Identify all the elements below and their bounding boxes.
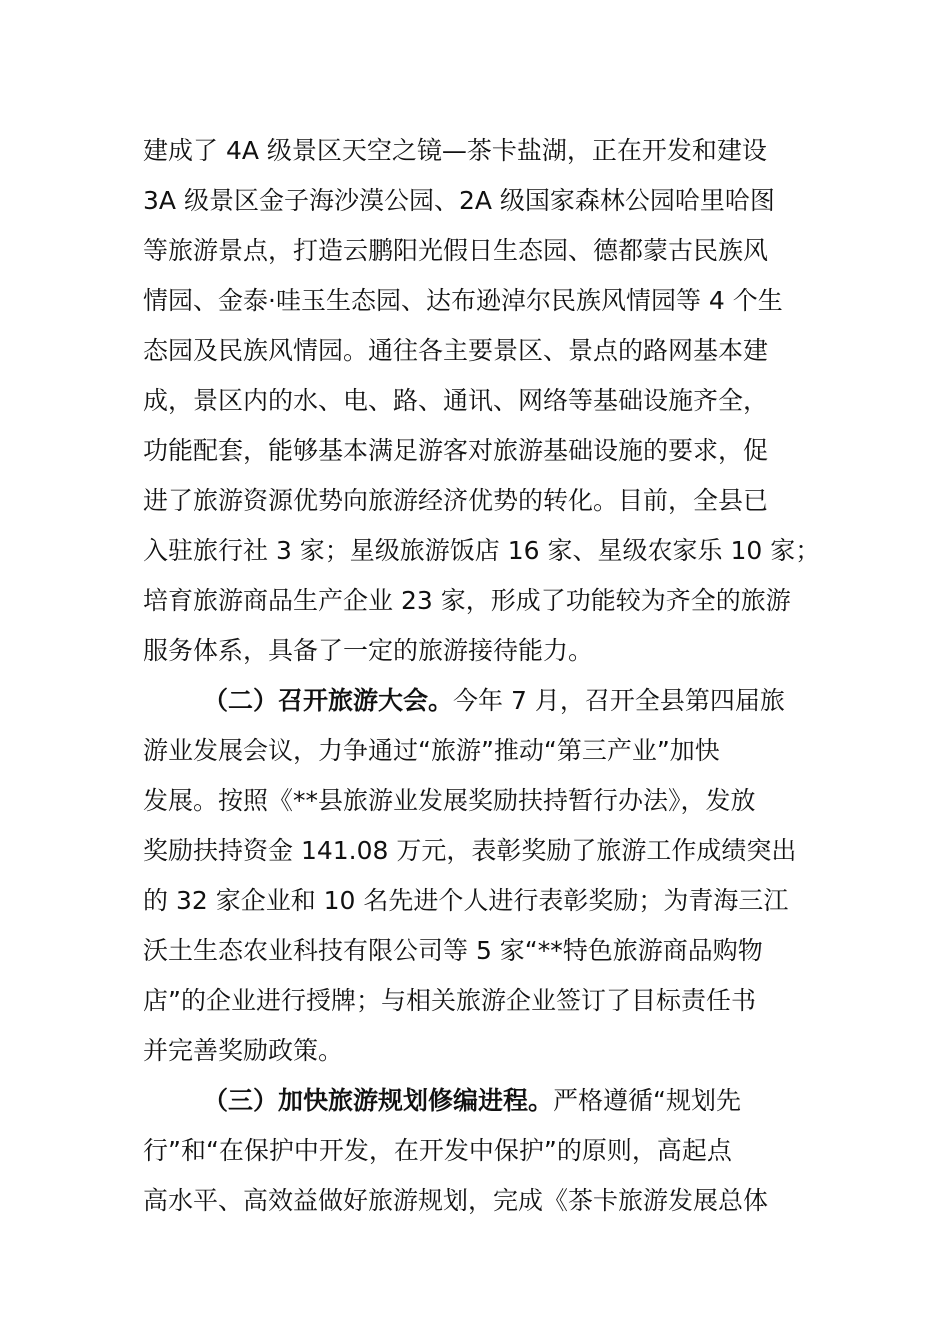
- text-line: 高水平、高效益做好旅游规划，完成《茶卡旅游发展总体: [143, 1186, 769, 1215]
- text-line: 3A 级景区金子海沙漠公园、2A 级国家森林公园哈里哈图: [143, 186, 775, 215]
- text-line: 并完善奖励政策。: [143, 1036, 344, 1065]
- text-line: 建成了 4A 级景区天空之镜—茶卡盐湖，正在开发和建设: [143, 136, 767, 165]
- paragraph-first-line: [143, 1076, 823, 1126]
- text-line: 店”的企业进行授牌；与相关旅游企业签订了目标责任书: [143, 986, 756, 1015]
- document-body: [143, 126, 823, 1226]
- text-line: 成，景区内的水、电、路、通讯、网络等基础设施齐全，: [143, 386, 769, 415]
- paragraph-2: [143, 676, 823, 1076]
- section-heading: （三）加快旅游规划修编进程。: [203, 1086, 554, 1115]
- text-line: 奖励扶持资金 141.08 万元，表彰奖励了旅游工作成绩突出: [143, 836, 797, 865]
- text-line: 游业发展会议，力争通过“旅游”推动“第三产业”加快: [143, 736, 720, 765]
- text-line: 态园及民族风情园。通往各主要景区、景点的路网基本建: [143, 336, 769, 365]
- paragraph-1: [143, 126, 823, 676]
- text-span: 今年 7 月，召开全县第四届旅: [453, 686, 785, 715]
- text-line: 进了旅游资源优势向旅游经济优势的转化。目前，全县已: [143, 486, 769, 515]
- text-line: 发展。按照《**县旅游业发展奖励扶持暂行办法》，发放: [143, 786, 756, 815]
- paragraph-first-line: [143, 676, 823, 726]
- text-line: 培育旅游商品生产企业 23 家，形成了功能较为齐全的旅游: [143, 586, 791, 615]
- text-line: 等旅游景点，打造云鹏阳光假日生态园、德都蒙古民族风: [143, 236, 769, 265]
- text-line: 沃土生态农业科技有限公司等 5 家“**特色旅游商品购物: [143, 936, 763, 965]
- text-line: 入驻旅行社 3 家；星级旅游饭店 16 家、星级农家乐 10 家；: [143, 536, 821, 565]
- text-line: 行”和“在保护中开发，在开发中保护”的原则，高起点: [143, 1136, 732, 1165]
- text-line: 情园、金泰·哇玉生态园、达布逊淖尔民族风情园等 4 个生: [143, 286, 783, 315]
- text-line: 服务体系，具备了一定的旅游接待能力。: [143, 636, 594, 665]
- paragraph-3: [143, 1076, 823, 1226]
- section-heading: （二）召开旅游大会。: [203, 686, 454, 715]
- text-span: 严格遵循“规划先: [553, 1086, 741, 1115]
- text-line: 功能配套，能够基本满足游客对旅游基础设施的要求，促: [143, 436, 769, 465]
- text-line: 的 32 家企业和 10 名先进个人进行表彰奖励；为青海三江: [143, 886, 789, 915]
